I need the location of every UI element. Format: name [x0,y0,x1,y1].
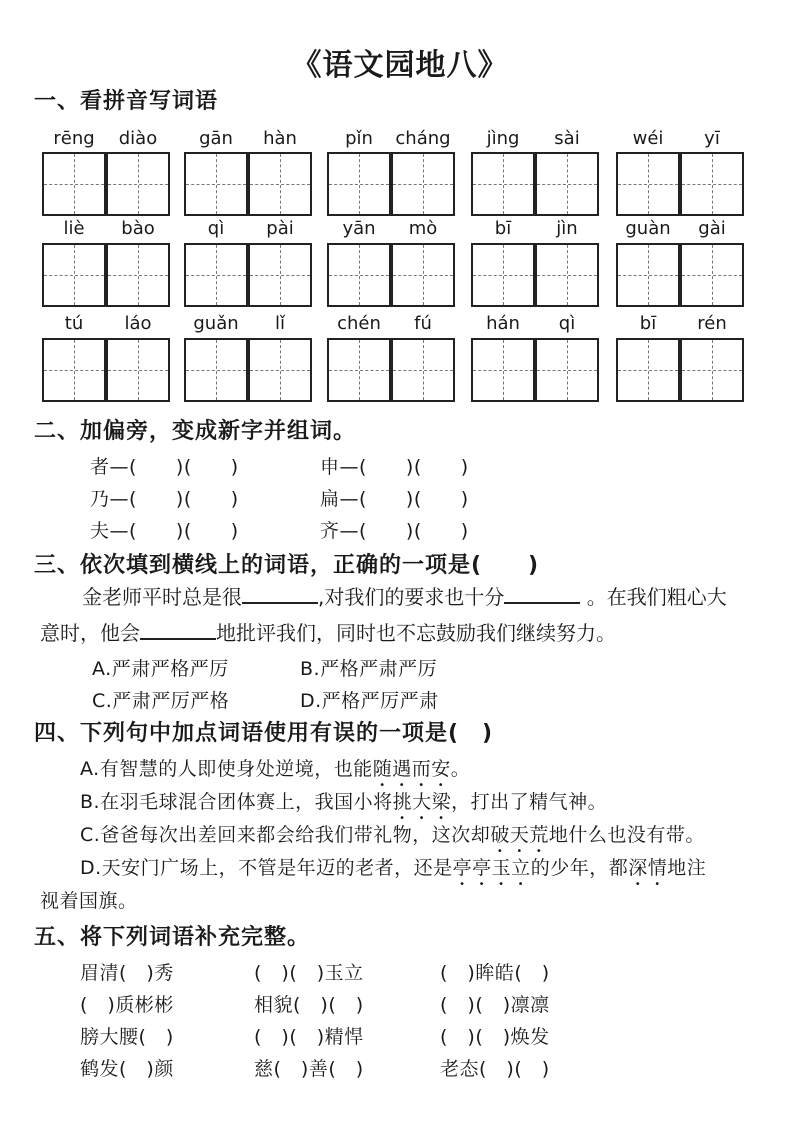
pinyin-syllable: pài [266,218,294,239]
writing-box[interactable] [327,152,391,216]
option-b[interactable]: B.严格严肃严厉 [300,658,438,680]
writing-box[interactable] [184,243,248,307]
choice-a[interactable]: A.有智慧的人即使身处逆境，也能随遇而安。 [80,758,471,780]
pinyin-syllable: gài [698,218,726,239]
pinyin-syllable: mò [408,218,438,239]
pinyin-syllable: diào [118,128,158,149]
pinyin-syllable: qì [207,218,225,239]
para-text: 。在我们粗心大 [580,585,727,609]
writing-box[interactable] [106,338,170,402]
choice-d[interactable]: D.天安门广场上，不管是年迈的老者，还是亭亭玉立的少年，都深情地注 [80,857,707,879]
writing-box[interactable] [471,152,535,216]
idiom-r4-c3[interactable]: 老态( )( ) [440,1058,550,1080]
pinyin-syllable: rén [697,313,727,334]
writing-box[interactable] [680,338,744,402]
idiom-r1-c3[interactable]: ( )眸皓( ) [440,962,550,984]
radical-item-left-3[interactable]: 夫—( )( ) [90,520,239,542]
pinyin-syllable: liè [63,218,85,239]
pinyin-syllable: cháng [395,128,451,149]
pinyin-syllable: tú [64,313,84,334]
section-5-heading: 五、将下列词语补充完整。 [34,925,311,950]
page-title: 《语文园地八》 [291,48,509,83]
writing-box[interactable] [616,338,680,402]
pinyin-syllable: guàn [625,218,671,239]
dotted-phrase: 挑大梁 [392,791,452,813]
writing-box[interactable] [106,152,170,216]
pinyin-row [0,313,800,341]
dotted-phrase: 亭亭玉立 [452,857,531,879]
writing-box[interactable] [391,338,455,402]
writing-box[interactable] [391,152,455,216]
para-text: ,对我们的要求也十分 [318,585,505,609]
dotted-phrase: 随遇而安 [372,758,451,780]
pinyin-row [0,218,800,246]
para-text: 地批评我们，同时也不忘鼓励我们继续努力。 [216,621,616,645]
section-3-heading: 三、依次填到横线上的词语，正确的一项是( ) [34,553,540,578]
option-d[interactable]: D.严格严厉严肃 [300,690,439,712]
writing-box[interactable] [471,243,535,307]
pinyin-syllable: guǎn [193,313,239,334]
writing-box[interactable] [42,338,106,402]
pinyin-syllable: yī [704,128,720,149]
pinyin-syllable: chén [337,313,381,334]
idiom-r1-c1[interactable]: 眉清( )秀 [80,962,174,984]
section-2-heading: 二、加偏旁，变成新字并组词。 [34,419,357,444]
writing-box[interactable] [248,243,312,307]
writing-box[interactable] [184,338,248,402]
pinyin-syllable: jìn [556,218,578,239]
writing-box[interactable] [248,338,312,402]
writing-box[interactable] [616,152,680,216]
fill-blank[interactable] [140,616,216,640]
writing-box[interactable] [327,338,391,402]
dotted-phrase: 深情 [628,857,668,879]
pinyin-syllable: pǐn [345,128,373,149]
pinyin-syllable: hán [486,313,520,334]
radical-item-right-1[interactable]: 申—( )( ) [320,456,469,478]
idiom-r2-c2[interactable]: 相貌( )( ) [254,994,364,1016]
idiom-r3-c1[interactable]: 膀大腰( ) [80,1026,174,1048]
grid-row [0,338,800,404]
para-text: 金老师平时总是很 [82,585,242,609]
grid-row [0,243,800,309]
idiom-r4-c1[interactable]: 鹤发( )颜 [80,1058,174,1080]
para-text: 意时，他会 [40,621,140,645]
idiom-r2-c3[interactable]: ( )( )凛凛 [440,994,550,1016]
option-a[interactable]: A.严肃严格严厉 [92,658,229,680]
writing-box[interactable] [535,243,599,307]
writing-box[interactable] [106,243,170,307]
grid-row [0,152,800,218]
idiom-r3-c2[interactable]: ( )( )精悍 [254,1026,364,1048]
pinyin-syllable: gān [199,128,233,149]
pinyin-syllable: lǐ [274,313,285,334]
pinyin-syllable: wéi [632,128,664,149]
section-3-paragraph [82,578,782,616]
idiom-r1-c2[interactable]: ( )( )玉立 [254,962,364,984]
idiom-r4-c2[interactable]: 慈( )善( ) [254,1058,364,1080]
fill-blank[interactable] [242,580,318,604]
pinyin-syllable: láo [124,313,152,334]
choice-d-continued: 视着国旗。 [40,890,138,912]
pinyin-syllable: bào [121,218,155,239]
pinyin-syllable: sài [554,128,580,149]
radical-item-right-2[interactable]: 扁—( )( ) [320,488,469,510]
writing-box[interactable] [680,243,744,307]
pinyin-syllable: fú [414,313,432,334]
pinyin-syllable: jìng [486,128,520,149]
choice-b[interactable]: B.在羽毛球混合团体赛上，我国小将挑大梁，打出了精气神。 [80,791,608,813]
writing-box[interactable] [535,338,599,402]
writing-box[interactable] [42,243,106,307]
writing-box[interactable] [471,338,535,402]
dotted-phrase: 破天荒 [490,824,549,846]
radical-item-left-2[interactable]: 乃—( )( ) [90,488,239,510]
idiom-r2-c1[interactable]: ( )质彬彬 [80,994,174,1016]
option-c[interactable]: C.严肃严厉严格 [92,690,230,712]
section-4-heading: 四、下列句中加点词语使用有误的一项是( ) [34,721,494,746]
pinyin-syllable: yān [342,218,376,239]
pinyin-syllable: rēng [53,128,95,149]
writing-box[interactable] [42,152,106,216]
writing-box[interactable] [391,243,455,307]
pinyin-syllable: bī [639,313,657,334]
writing-box[interactable] [248,152,312,216]
writing-box[interactable] [680,152,744,216]
radical-item-right-3[interactable]: 齐—( )( ) [320,520,469,542]
fill-blank[interactable] [504,580,580,604]
choice-c[interactable]: C.爸爸每次出差回来都会给我们带礼物，这次却破天荒地什么也没有带。 [80,824,705,846]
idiom-r3-c3[interactable]: ( )( )焕发 [440,1026,550,1048]
writing-box[interactable] [535,152,599,216]
radical-item-left-1[interactable]: 者—( )( ) [90,456,239,478]
section-1-heading: 一、看拼音写词语 [34,89,219,114]
pinyin-syllable: qì [558,313,576,334]
section-3-paragraph-line2 [40,614,780,652]
pinyin-syllable: hàn [263,128,297,149]
pinyin-syllable: bī [494,218,512,239]
writing-box[interactable] [184,152,248,216]
writing-box[interactable] [327,243,391,307]
writing-box[interactable] [616,243,680,307]
